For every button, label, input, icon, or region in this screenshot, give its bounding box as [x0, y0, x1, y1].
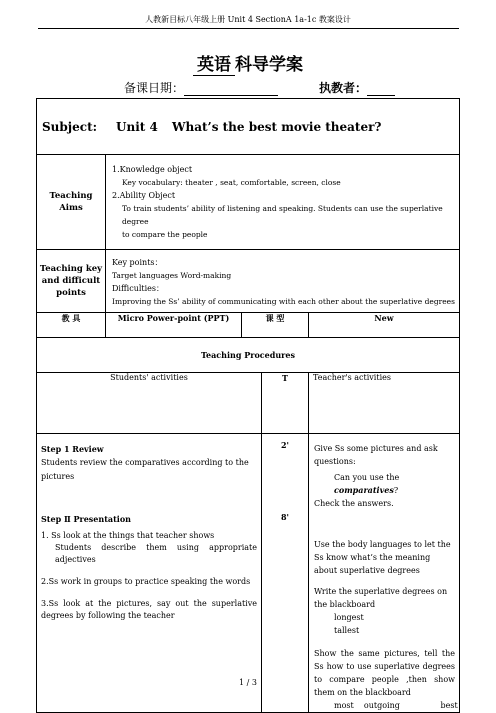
step2-s3: 3.Ss look at the pictures, say out the superlative degrees by following the teacher	[41, 599, 257, 620]
lesson-type-label: 课 型	[242, 313, 309, 338]
materials-value: Micro Power-point (PPT)	[106, 313, 242, 338]
aims-row	[37, 155, 460, 250]
subject-cell	[37, 99, 460, 155]
step2-title: Step Ⅱ Presentation	[41, 514, 131, 524]
subject-row	[37, 99, 460, 155]
teacher-label: 执教者：	[319, 81, 368, 95]
knowledge-text: Key vocabulary: theater , seat, comfortable, screen, close	[122, 178, 341, 187]
ability-text-2: to compare the people	[122, 230, 208, 239]
title-subject: 英语	[193, 50, 235, 76]
activities-header-row	[37, 373, 460, 434]
subject-label: Subject:	[42, 119, 98, 134]
lesson-type-value: New	[309, 313, 460, 338]
difficulties-text: Improving the Ss’ ability of communicating with each other about the superlative degrees	[112, 297, 455, 306]
page-number: 1 / 3	[239, 678, 257, 687]
key-points-title: Key points：	[112, 258, 163, 267]
step1-teacher-3: Check the answers.	[314, 499, 394, 508]
knowledge-title: 1.Knowledge object	[112, 165, 193, 174]
students-column	[37, 434, 262, 713]
difficulties-title: Difficulties：	[112, 284, 165, 293]
step1-teacher-2c: ?	[393, 486, 399, 495]
step1-teacher-2b: comparatives	[334, 485, 394, 495]
prep-date	[124, 79, 278, 96]
prep-date-label: 备课日期：	[124, 81, 185, 95]
step2-s1b: Students describe them using appropriate adjectives	[55, 543, 257, 564]
aims-content	[106, 155, 460, 250]
materials-label: 教 具	[37, 313, 106, 338]
time-heading: T	[262, 373, 309, 434]
step2-s1: 1. Ss look at the things that teacher shows	[41, 531, 215, 540]
header-rule	[38, 28, 459, 29]
key-label: Teaching key and difficult points	[37, 250, 106, 313]
word-tallest: tallest	[334, 626, 360, 635]
subject-unit: Unit 4	[116, 119, 158, 134]
document-title	[0, 50, 496, 76]
ability-text-1: To train students’ ability of listening and speaking. Students can use the superlative degree	[122, 204, 443, 226]
step1-title: Step 1 Review	[41, 444, 104, 454]
teacher-column	[309, 434, 460, 713]
running-header: 人教新目标八年级上册 Unit 4 SectionA 1a-1c 教案设计	[145, 15, 351, 24]
step2-s2: 2.Ss work in groups to practice speaking the words	[41, 577, 251, 586]
step2-teacher-2: Write the superlative degrees on the blackboard	[314, 587, 448, 609]
key-points-text: Target languages Word-making	[112, 271, 232, 280]
prep-date-blank	[184, 83, 278, 96]
step1-text: Students review the comparatives according to the pictures	[41, 458, 249, 481]
procedure-body-row	[37, 434, 460, 713]
students-activities-heading: Students' activities	[37, 373, 262, 434]
teacher	[319, 79, 395, 96]
time-column	[262, 434, 309, 713]
step1-teacher-2	[314, 471, 455, 497]
title-rest: 科导学案	[235, 55, 303, 75]
step2-teacher-1: Use the body languages to let the Ss know what’s the meaning about superlative degrees	[314, 540, 451, 575]
procedures-row	[37, 338, 460, 373]
teacher-activities-heading: Teacher's activities	[309, 373, 460, 434]
materials-row	[37, 313, 460, 338]
word-longest: longest	[334, 613, 364, 622]
step1-time: 2'	[280, 440, 289, 450]
aims-label: Teaching Aims	[37, 155, 106, 250]
teacher-blank	[367, 83, 395, 96]
lesson-plan-table	[36, 98, 460, 713]
ability-title: 2.Ability Object	[112, 191, 176, 200]
subject-topic: What’s the best movie theater?	[172, 119, 382, 134]
key-row	[37, 250, 460, 313]
step1-teacher-1: Give Ss some pictures and ask questions:	[314, 444, 438, 466]
step1-teacher-2a: Can you use the	[334, 473, 400, 482]
key-content	[106, 250, 460, 313]
procedures-heading: Teaching Procedures	[37, 338, 460, 373]
step2-teacher-3: Show the same pictures, tell the Ss how to use superlative degrees to compare people ,then show them on the blackboard	[314, 649, 455, 697]
step2-time: 8'	[280, 512, 289, 522]
words-row: most outgoing best	[334, 701, 458, 710]
